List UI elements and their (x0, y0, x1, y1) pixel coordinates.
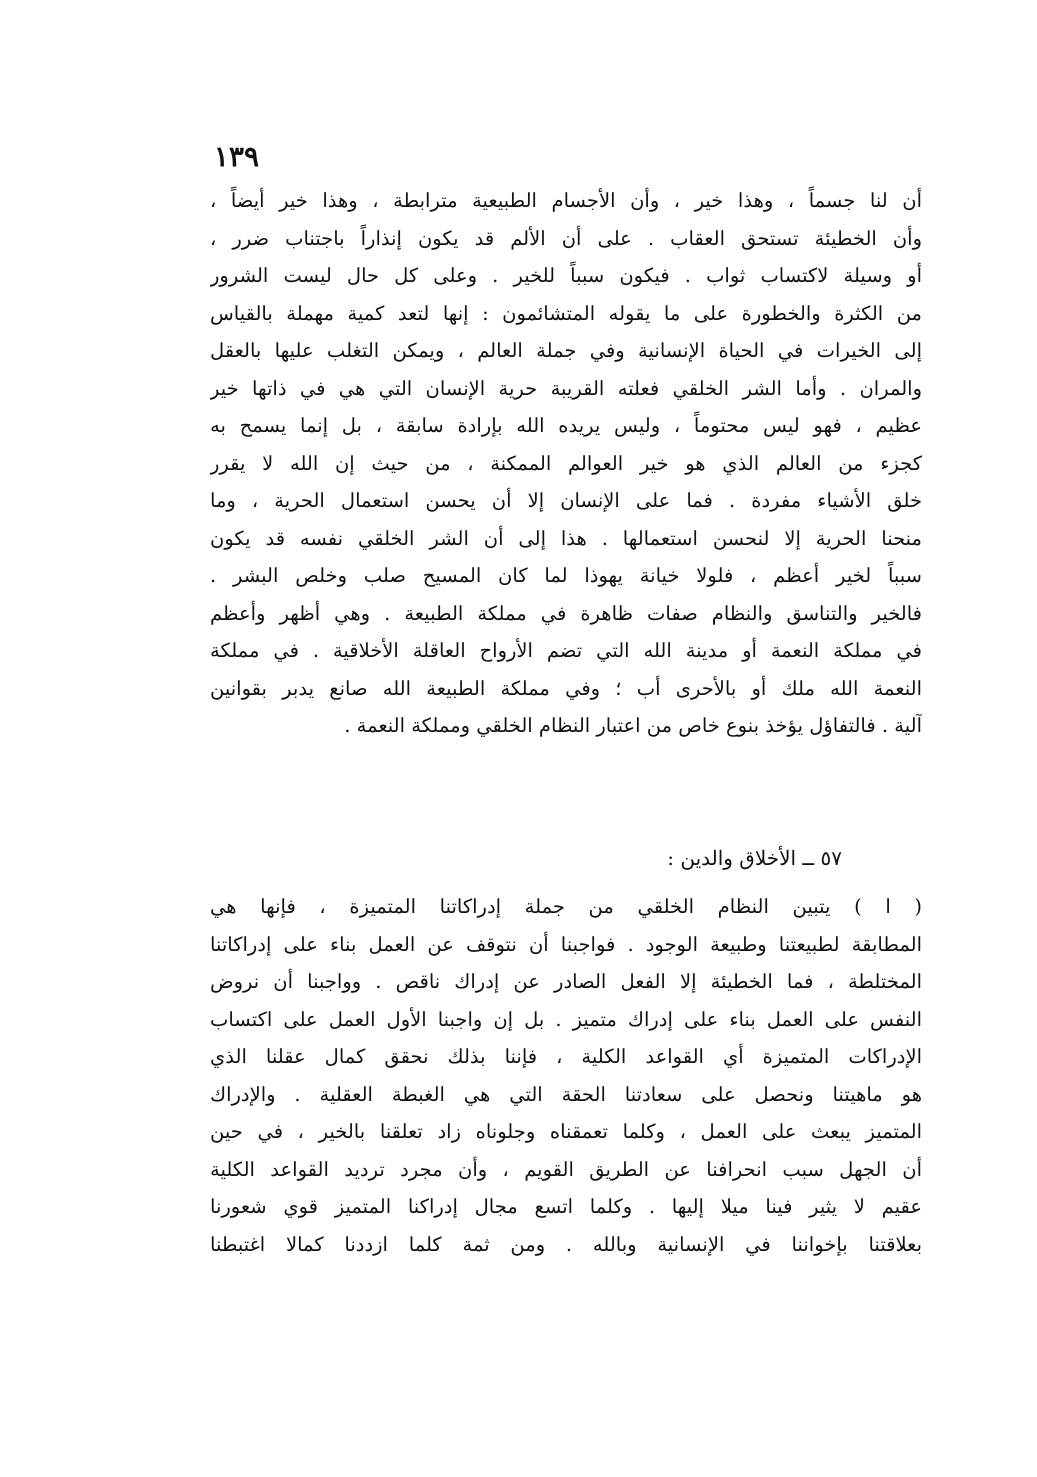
text-line: المتميز يبعث على العمل ، وكلما تعمقناه وجلوناه زاد تعلقنا بالخير ، في حين (210, 1120, 922, 1143)
text-line: النعمة الله ملك أو بالأحرى أب ؛ وفي مملكة الطبيعة الله صانع يدبر بقوانين (210, 676, 922, 700)
page-number: ١٣٩ (213, 140, 259, 173)
text-line: المختلطة ، فما الخطيئة إلا الفعل الصادر عن إدراك ناقص . وواجبنا أن نروض (210, 970, 922, 993)
section-heading: ٥٧ ــ الأخلاق والدين : (667, 846, 842, 870)
text-line: منحنا الحرية إلا لنحسن استعمالها . هذا إلى أن الشر الخلقي نفسه قد يكون (210, 526, 922, 550)
paragraph-optimism (210, 182, 922, 745)
text-line: المطابقة لطبيعتنا وطبيعة الوجود . فواجبنا أن نتوقف عن العمل بناء على إدراكاتنا (210, 932, 922, 956)
text-line: ( ا ) يتبين النظام الخلقي من جملة إدراكاتنا المتميزة ، فإنها هي (210, 895, 922, 918)
text-line: إلى الخيرات في الحياة الإنسانية وفي جملة العالم ، ويمكن التغلب عليها بالعقل (210, 339, 922, 362)
text-line: وأن الخطيئة تستحق العقاب . على أن الألم قد يكون إنذاراً باجتناب ضرر ، (210, 226, 922, 250)
text-line: فالخير والتناسق والنظام صفات ظاهرة في مملكة الطبيعة . وهي أظهر وأعظم (210, 601, 922, 625)
text-line: أو وسيلة لاكتساب ثواب . فيكون سبباً للخير . وعلى كل حال ليست الشرور (210, 264, 922, 287)
text-line: هو ماهيتنا ونحصل على سعادتنا الحقة التي هي الغبطة العقلية . والإدراك (210, 1082, 922, 1106)
text-line: سبباً لخير أعظم ، فلولا خيانة يهوذا لما كان المسيح صلب وخلص البشر . (210, 564, 922, 587)
text-line: كجزء من العالم الذي هو خير العوالم الممكنة ، من حيث إن الله لا يقرر (210, 451, 922, 475)
text-line: النفس على العمل بناء على إدراك متميز . بل إن واجبنا الأول العمل على اكتساب (210, 1007, 922, 1031)
paragraph-ethics-religion (210, 888, 922, 1263)
text-line: من الكثرة والخطورة على ما يقوله المتشائمون : إنها لتعد كمية مهملة بالقياس (210, 301, 922, 325)
text-line: عظيم ، فهو ليس محتوماً ، وليس يريده الله بإرادة سابقة ، بل إنما يسمح به (210, 414, 922, 437)
text-line: أن لنا جسماً ، وهذا خير ، وأن الأجسام الطبيعية مترابطة ، وهذا خير أيضاً ، (210, 189, 922, 212)
text-line: خلق الأشياء مفردة . فما على الإنسان إلا أن يحسن استعمال الحرية ، وما (210, 489, 922, 512)
text-line: في مملكة النعمة أو مدينة الله التي تضم الأرواح العاقلة الأخلاقية . في مملكة (210, 639, 922, 662)
text-line: الإدراكات المتميزة أي القواعد الكلية ، فإننا بذلك نحقق كمال عقلنا الذي (210, 1045, 922, 1068)
text-line: عقيم لا يثير فينا ميلا إليها . وكلما اتسع مجال إدراكنا المتميز قوي شعورنا (210, 1195, 922, 1218)
text-line: أن الجهل سبب انحرافنا عن الطريق القويم ، وأن مجرد ترديد القواعد الكلية (210, 1157, 922, 1181)
text-line: بعلاقتنا بإخواننا في الإنسانية وبالله . ومن ثمة كلما ازددنا كمالا اغتبطنا (210, 1232, 922, 1256)
text-line: والمران . وأما الشر الخلقي فعلته القريبة حرية الإنسان التي هي في ذاتها خير (210, 376, 922, 400)
text-line: آلية . فالتفاؤل يؤخذ بنوع خاص من اعتبار النظام الخلقي ومملكة النعمة . (344, 714, 922, 737)
